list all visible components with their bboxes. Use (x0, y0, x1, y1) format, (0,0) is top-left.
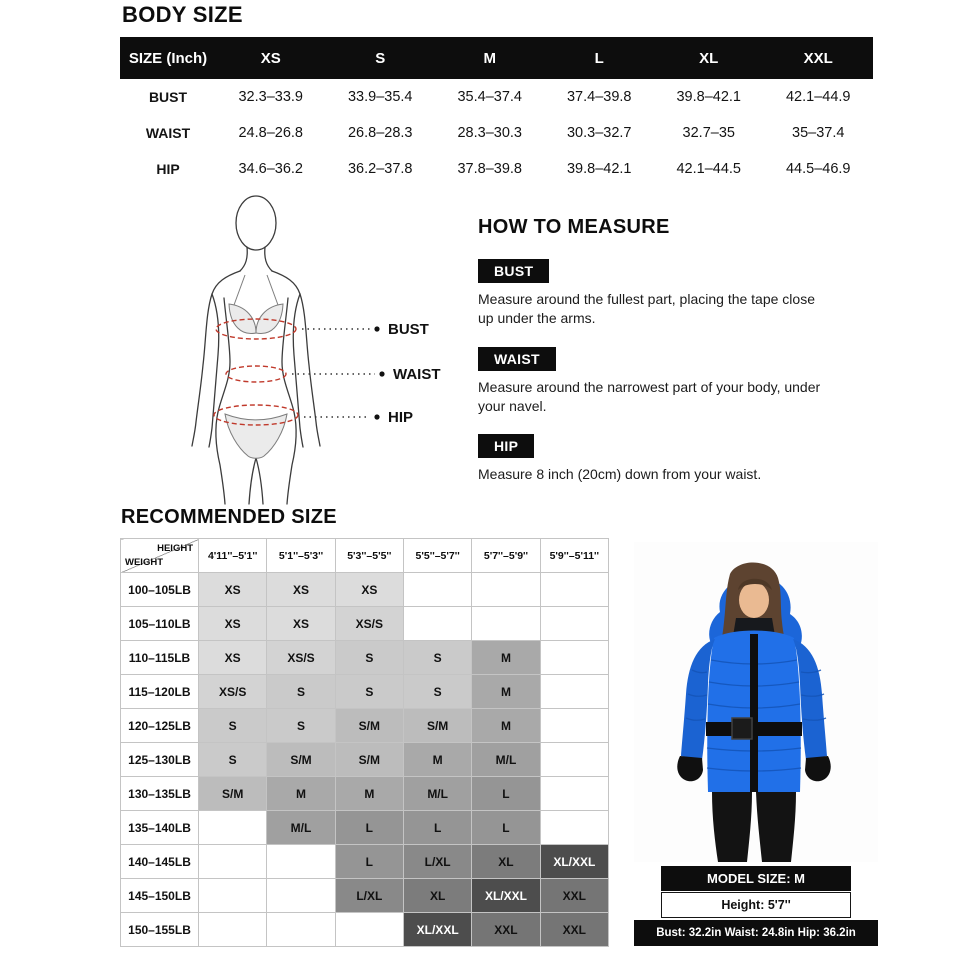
cell: 35–37.4 (792, 125, 845, 141)
measure-item-hip (478, 434, 830, 484)
table-row (121, 777, 609, 811)
waist-badge: WAIST (478, 347, 556, 371)
size-cell (540, 777, 608, 811)
weight-label: 130–135LB (121, 777, 199, 811)
size-cell: XS (267, 573, 335, 607)
model-face (739, 582, 769, 618)
cell: 34.6–36.2 (238, 161, 303, 177)
size-cell: S/M (199, 777, 267, 811)
size-cell (267, 913, 335, 947)
size-cell (199, 845, 267, 879)
table-row (121, 675, 609, 709)
size-cell: M (335, 777, 403, 811)
right-pant-leg (756, 792, 796, 862)
body-size-header-row (120, 37, 873, 79)
measure-tape-ellipses (214, 319, 298, 425)
model-height-box: Height: 5'7'' (661, 892, 851, 918)
weight-label: 115–120LB (121, 675, 199, 709)
table-row (120, 151, 873, 187)
size-cell: M (472, 709, 540, 743)
cell: 37.8–39.8 (457, 161, 522, 177)
cell: 28.3–30.3 (457, 125, 522, 141)
size-cell (472, 573, 540, 607)
size-cell: XL/XXL (472, 879, 540, 913)
table-row (121, 573, 609, 607)
size-cell (335, 913, 403, 947)
size-cell (540, 641, 608, 675)
header-cell: S (326, 37, 436, 79)
header-cell: XL (654, 37, 764, 79)
size-cell: XS (199, 607, 267, 641)
recommended-size-title: RECOMMENDED SIZE (121, 506, 337, 528)
recommended-size-table (120, 538, 609, 947)
size-cell: S/M (403, 709, 471, 743)
size-cell: M (403, 743, 471, 777)
weight-label: 145–150LB (121, 879, 199, 913)
size-cell (267, 879, 335, 913)
size-cell: L (335, 845, 403, 879)
size-cell: L/XL (335, 879, 403, 913)
height-col-header: 5'7''–5'9'' (472, 539, 540, 573)
row-label: BUST (148, 89, 188, 105)
cell: 36.2–37.8 (347, 161, 413, 177)
bust-instructions: Measure around the fullest part, placing the tape close up under the arms. (478, 291, 815, 327)
hip-badge: HIP (478, 434, 534, 458)
size-cell (472, 607, 540, 641)
row-label: HIP (156, 161, 180, 177)
header-cell: L (545, 37, 655, 79)
size-cell: S/M (335, 709, 403, 743)
height-col-header: 4'11''–5'1'' (199, 539, 267, 573)
size-cell: XL (403, 879, 471, 913)
diagram-hip-label: HIP (388, 409, 414, 426)
row-label: WAIST (145, 125, 191, 141)
cell: 35.4–37.4 (457, 89, 522, 105)
model-measurements-bar: Bust: 32.2in Waist: 24.8in Hip: 36.2in (634, 920, 878, 946)
size-cell (199, 879, 267, 913)
cell: 26.8–28.3 (347, 125, 413, 141)
table-row (121, 743, 609, 777)
belt-buckle (732, 718, 752, 739)
how-to-measure-section (478, 216, 830, 503)
cell: 32.7–35 (682, 125, 735, 141)
size-cell: M/L (472, 743, 540, 777)
cell: 32.3–33.9 (238, 89, 303, 105)
cell: 42.1–44.9 (785, 89, 851, 105)
height-col-header: 5'3''–5'5'' (335, 539, 403, 573)
size-cell: L (403, 811, 471, 845)
bust-label-dot (374, 326, 379, 331)
waist-tape-ellipse (226, 366, 286, 382)
size-cell: XS (267, 607, 335, 641)
height-col-header: 5'1''–5'3'' (267, 539, 335, 573)
diagram-bust-label: BUST (388, 321, 429, 338)
size-cell: L/XL (403, 845, 471, 879)
size-cell (199, 913, 267, 947)
left-pant-leg (712, 792, 752, 862)
size-cell: XL/XXL (403, 913, 471, 947)
size-cell: S (267, 675, 335, 709)
table-row (120, 115, 873, 151)
height-col-header: 5'9''–5'11'' (540, 539, 608, 573)
size-cell: S (199, 709, 267, 743)
weight-label: 125–130LB (121, 743, 199, 777)
size-cell (403, 607, 471, 641)
size-cell (540, 573, 608, 607)
cell: 44.5–46.9 (785, 161, 851, 177)
size-cell: S (335, 641, 403, 675)
jacket-belt (706, 722, 802, 736)
cell: 42.1–44.5 (676, 161, 741, 177)
cell: 39.8–42.1 (676, 89, 741, 105)
corner-cell (121, 539, 199, 573)
model-photo (634, 542, 878, 862)
size-cell: M (472, 641, 540, 675)
table-row (121, 607, 609, 641)
size-cell: L (335, 811, 403, 845)
measure-item-bust (478, 259, 830, 329)
table-row (121, 845, 609, 879)
body-size-title: BODY SIZE (122, 2, 243, 27)
size-cell: XS/S (267, 641, 335, 675)
weight-label: 100–105LB (121, 573, 199, 607)
size-cell: M (267, 777, 335, 811)
how-to-measure-title: HOW TO MEASURE (478, 216, 670, 238)
size-cell (540, 743, 608, 777)
size-cell: S (335, 675, 403, 709)
header-cell: SIZE (Inch) (120, 37, 216, 79)
weight-label: 135–140LB (121, 811, 199, 845)
corner-height-label: HEIGHT (157, 543, 193, 554)
size-cell (403, 573, 471, 607)
size-cell (267, 845, 335, 879)
cell: 37.4–39.8 (566, 89, 632, 105)
size-cell (199, 811, 267, 845)
weight-label: 140–145LB (121, 845, 199, 879)
size-cell: S (403, 675, 471, 709)
size-cell: S (199, 743, 267, 777)
measurement-diagram (146, 190, 468, 508)
table-row (121, 709, 609, 743)
model-panel (634, 542, 878, 946)
size-cell: XL (472, 845, 540, 879)
size-cell (540, 675, 608, 709)
size-cell: XS (199, 573, 267, 607)
table-row (120, 79, 873, 115)
hip-instructions: Measure 8 inch (20cm) down from your waist. (478, 466, 762, 483)
model-size-bar: MODEL SIZE: M (661, 866, 851, 891)
size-cell: M/L (267, 811, 335, 845)
table-row (121, 641, 609, 675)
size-cell: L (472, 777, 540, 811)
size-cell (540, 811, 608, 845)
header-cell: M (435, 37, 545, 79)
size-cell: XXL (472, 913, 540, 947)
size-cell: S/M (335, 743, 403, 777)
table-row (121, 879, 609, 913)
size-cell: XS (335, 573, 403, 607)
weight-label: 150–155LB (121, 913, 199, 947)
cell: 24.8–26.8 (238, 125, 303, 141)
size-cell: M (472, 675, 540, 709)
size-cell: XXL (540, 879, 608, 913)
waist-instructions: Measure around the narrowest part of your body, under your navel. (478, 378, 821, 414)
cell: 30.3–32.7 (566, 125, 632, 141)
size-cell: XL/XXL (540, 845, 608, 879)
jacket-zipper (750, 634, 758, 792)
header-cell: XS (216, 37, 326, 79)
recommended-header-row (121, 539, 609, 573)
diagram-waist-label: WAIST (393, 366, 441, 383)
figure-head (236, 196, 276, 250)
cell: 33.9–35.4 (347, 89, 413, 105)
size-cell (540, 607, 608, 641)
table-row (121, 913, 609, 947)
corner-weight-label: WEIGHT (125, 557, 163, 568)
size-cell: XXL (540, 913, 608, 947)
measure-item-waist (478, 347, 830, 417)
size-cell: S (267, 709, 335, 743)
size-cell: XS/S (335, 607, 403, 641)
header-cell: XXL (764, 37, 874, 79)
size-cell: XS/S (199, 675, 267, 709)
size-cell (540, 709, 608, 743)
size-cell: S/M (267, 743, 335, 777)
waist-label-dot (379, 371, 384, 376)
weight-label: 105–110LB (121, 607, 199, 641)
size-cell: M/L (403, 777, 471, 811)
weight-label: 120–125LB (121, 709, 199, 743)
hip-label-dot (374, 414, 379, 419)
size-cell: L (472, 811, 540, 845)
size-cell: XS (199, 641, 267, 675)
leader-lines (292, 329, 375, 417)
body-size-table (120, 37, 873, 187)
height-col-header: 5'5''–5'7'' (403, 539, 471, 573)
bust-badge: BUST (478, 259, 549, 283)
weight-label: 110–115LB (121, 641, 199, 675)
size-cell: S (403, 641, 471, 675)
table-row (121, 811, 609, 845)
cell: 39.8–42.1 (566, 161, 632, 177)
